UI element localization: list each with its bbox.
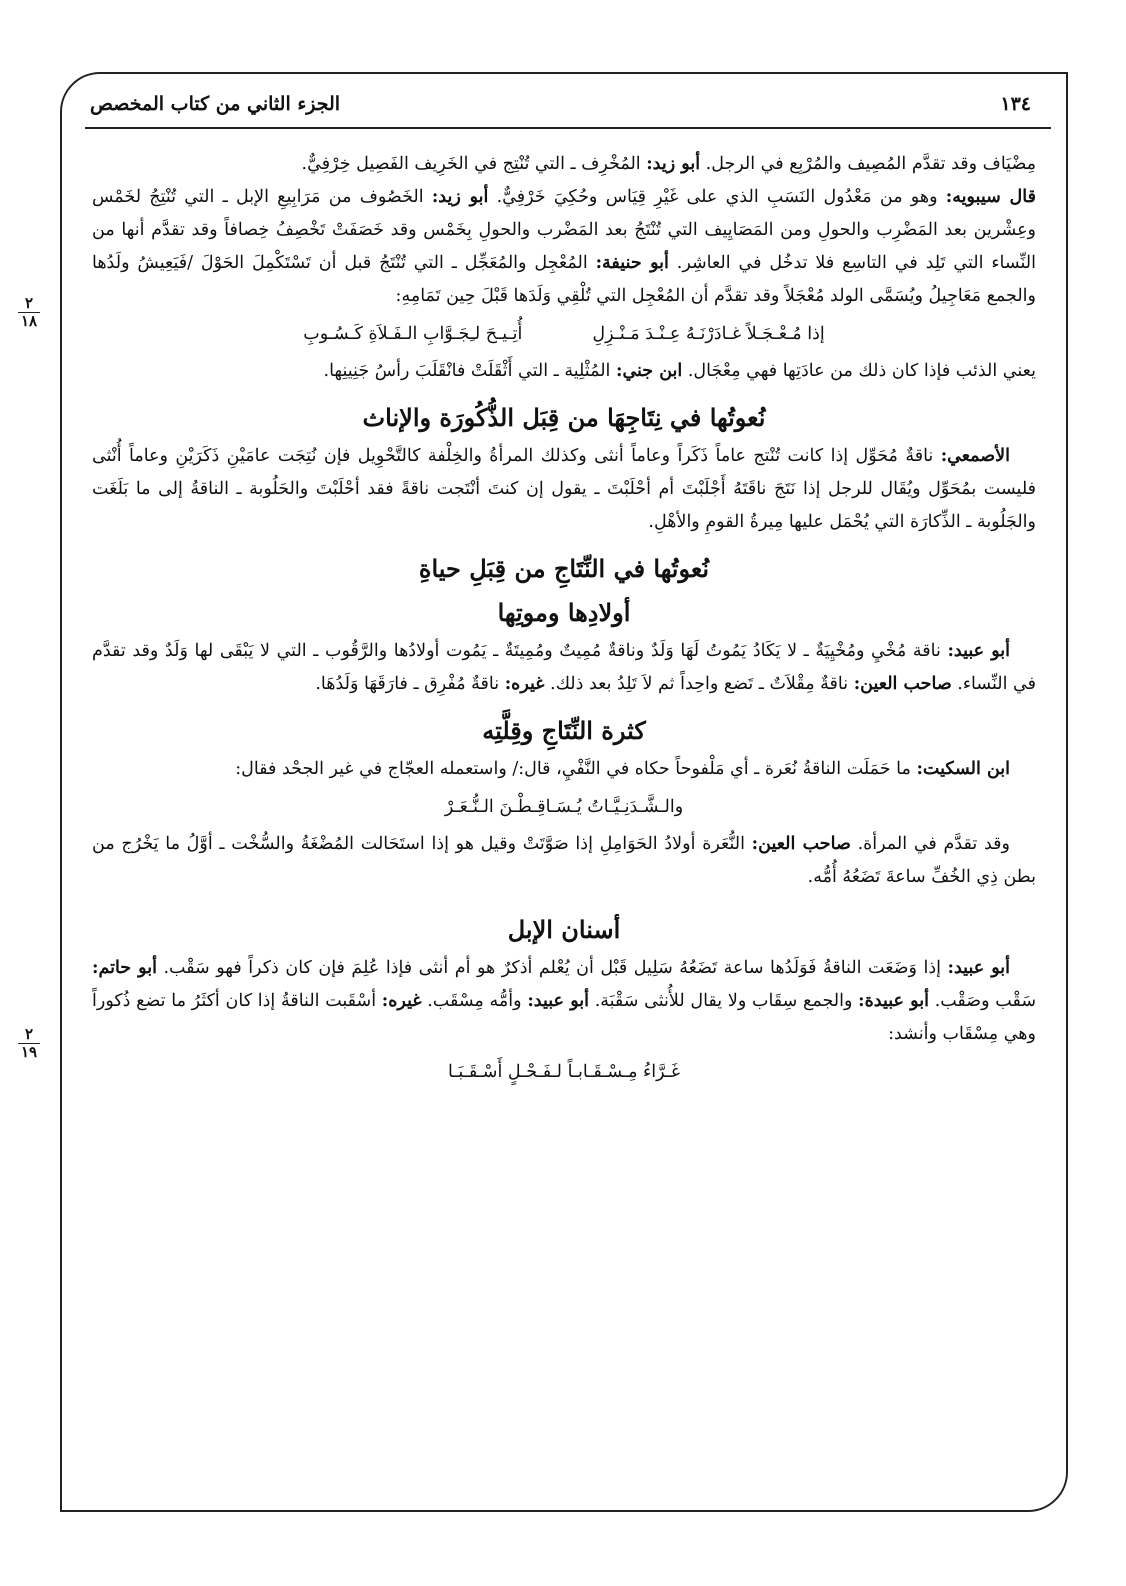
paragraph: أبو عبيد: إذا وَضَعَت الناقةُ فَوَلَدُها ساعة تَضَعُهُ سَلِيل قَبْل أن يُعْلم أذكرٌ هو أم أنثى فإذا عُلِمَ فإن كان ذكراً فهو سَقْب. أبو حاتم: سَقْب وصَقْب. أبو عبيدة: والجمع سِقَاب ولا يقال للأُنثى سَقْبَة. أبو عبيد: وأمُّه مِسْقَب. غيره: أسْقَبت الناقةُ إذا كان أكثَرُ ما تضع ذُكوراً وهي مِسْقَاب وأنشد: xyxy=(92,958,1037,1044)
page-header xyxy=(90,84,1031,124)
paragraph: الأصمعي: ناقةٌ مُحَوِّل إذا كانت تُنْتج عاماً ذَكَراً وعاماً أنثى وكذلك المرأةُ والخِلْفة كالتَّحْوِيل فإن نُتِجَت عامَيْنِ ذَكَرَيْنِ وعاماً أُنْثى فليست بمُحَوِّل ويُقَال للرجل إذا نَتَجَ ناقَتَهُ أَجْلَبْتَ أم أحْلَبْتَ ـ يقول إن كنتَ أنْتَجت ناقةً فقد أحْلَبْتَ والحَلُوبة ـ الناقةُ إلى ما بَلَغَت والجَلُوبة ـ الذِّكارَة التي يُحْمَل عليها مِيرةُ القومِ والأهْلِ. xyxy=(92,446,1036,532)
verse-line xyxy=(92,313,1036,355)
page-number: ١٣٤ xyxy=(1000,93,1031,115)
speaker-name: ابن السكيت: xyxy=(916,759,1010,779)
section-heading: كثرة النِّتَاجِ وقِلَّتِه xyxy=(482,716,646,745)
header-rule xyxy=(85,127,1051,129)
margin-marker: ٢ ١٩ xyxy=(18,1026,40,1061)
speaker-name: أبو عبيد: xyxy=(947,958,1010,978)
section-heading: أسنان الإبل xyxy=(507,915,621,944)
paragraph: يعني الذئب فإذا كان ذلك من عادَتِها فهي مِعْجَال. ابن جني: المُثْلِية ـ التي أَثْقَلَتْ فانْقَلَبَ رأسُ جَنِينِها. xyxy=(323,361,1036,381)
page-body xyxy=(92,148,1036,1093)
speaker-name: أبو زيد: xyxy=(646,154,701,174)
speaker-name: صاحب العين: xyxy=(853,674,952,694)
margin-marker: ٢ ١٨ xyxy=(18,295,40,330)
speaker-name: أبو حنيفة: xyxy=(595,253,669,273)
paragraph: ابن السكيت: ما حَمَلَت الناقةُ نُعَرة ـ أي مَلْفوحاً حكاه في النَّفْيِ، قال:/ واستعمله العجّاج في غير الجحْد فقال: xyxy=(235,759,1010,779)
verse-hemistich: أُتِـيـحَ لـِجَـوَّابِ الـفَـلاَةِ كَـسُـوبِ xyxy=(303,324,523,344)
section-heading: أولادِها وموتِها xyxy=(497,598,631,627)
section-heading: نُعوتُها في النِّتَاجِ من قِبَلِ حياةِ xyxy=(418,554,710,583)
paragraph: أبو عبيد: ناقة مُخْيِ ومُخْيِيَةٌ ـ لا يَكَادُ يَمُوتُ لَهَا وَلَدٌ وناقةٌ مُمِيتٌ ومُمِيتَةٌ ـ يَمُوت أولادُها والرَّقُوب ـ التي لا يَبْقَى لها وَلَدٌ وقد تقدَّم في النِّساء. صاحب العين: ناقةٌ مِقْلاَتٌ ـ تَضع واحِداً ثم لاَ تَلِدُ بعد ذلك. غيره: ناقةٌ مُفْرِق ـ فارَقَهَا وَلَدُهَا. xyxy=(92,641,1036,694)
verse-line: والـشَّـدَنِـيَّـاتُ يُـسَـاقِـطْـنَ الـنُّـعَـرْ xyxy=(444,797,684,817)
verse-hemistich: إذا مُـعْـجَـلاً غـادَرْنَـهُ عِـنْـدَ مَـنْـزِلِ xyxy=(592,324,825,344)
speaker-name: قال سيبويه: xyxy=(945,187,1036,207)
paragraph: وقد تقدَّم في المرأة. صاحب العين: النُّعَرة أولادُ الحَوَامِلِ إذا صَوَّتَتْ وقيل هو إذا استَحَالت المُضْغَةُ والسُّخْت ـ أوَّلُ ما يَخْرُج من بطن ذِي الخُفِّ ساعةَ تَضَعُهُ أُمُّه. xyxy=(92,834,1036,887)
verse-line: غَـرَّاءُ مِـسْـقَـابـاً لـفَـحْـلٍ أَسْـقَـبَـا xyxy=(447,1062,681,1082)
speaker-name: الأصمعي: xyxy=(940,446,1010,466)
paragraph: قال سيبويه: وهو من مَعْدُول النَسَبِ الذي على غَيْرِ قِيَاس وحُكِيَ خَرْفِيٌّ. أبو زيد: الخَصُوف من مَرَابِيعِ الإبل ـ التي تُنْتِجُ لخَمْس وعِشْرين بعد المَضْرِب والحولِ ومن المَصَايِيف التي تُنْتَجُ بعد المَضْرب والحولِ بِخَمْس وقد خَصَفَتْ تَخْصِفُ خِصافاً وقد تقدَّم أنها من النِّساء التي تَلِد في التاسِع فلا تدخُل في العاشِر. أبو حنيفة: المُعْجِل والمُعَجِّل ـ التي تُنْتَجُ قبل أن تَسْتَكْمِلَ الحَوْلَ /فَيَعِيشُ ولَدُها والجمع مَعَاجِيلُ ويُسَمَّى الولد مُعْجَلاً وقد تقدَّم أن المُعْجِل التي تُلْقِي وَلَدَها قَبْلَ حِين تَمَامِهِ: xyxy=(92,187,1036,306)
speaker-name: صاحب العين: xyxy=(751,834,851,854)
speaker-name: غيره: xyxy=(504,674,545,694)
speaker-name: أبو زيد: xyxy=(431,187,489,207)
paragraph: مِضْيَاف وقد تقدَّم المُصِيف والمُرْبِع في الرجل. أبو زيد: المُخْرِف ـ التي تُنْتِج في الخَرِيف الفَصِيل خِرْفِيٌّ. xyxy=(301,154,1036,174)
running-title: الجزء الثاني من كتاب المخصص xyxy=(90,93,341,115)
speaker-name: أبو عبيد: xyxy=(947,641,1011,661)
speaker-name: أبو حاتم: xyxy=(92,958,157,978)
speaker-name: ابن جني: xyxy=(615,361,683,381)
speaker-name: أبو عبيدة: xyxy=(858,991,929,1011)
speaker-name: أبو عبيد: xyxy=(527,991,589,1011)
speaker-name: غيره: xyxy=(381,991,422,1011)
section-heading: نُعوتُها في نِتَاجِهَا من قِبَل الذُّكُورَة والإناث xyxy=(362,403,766,432)
